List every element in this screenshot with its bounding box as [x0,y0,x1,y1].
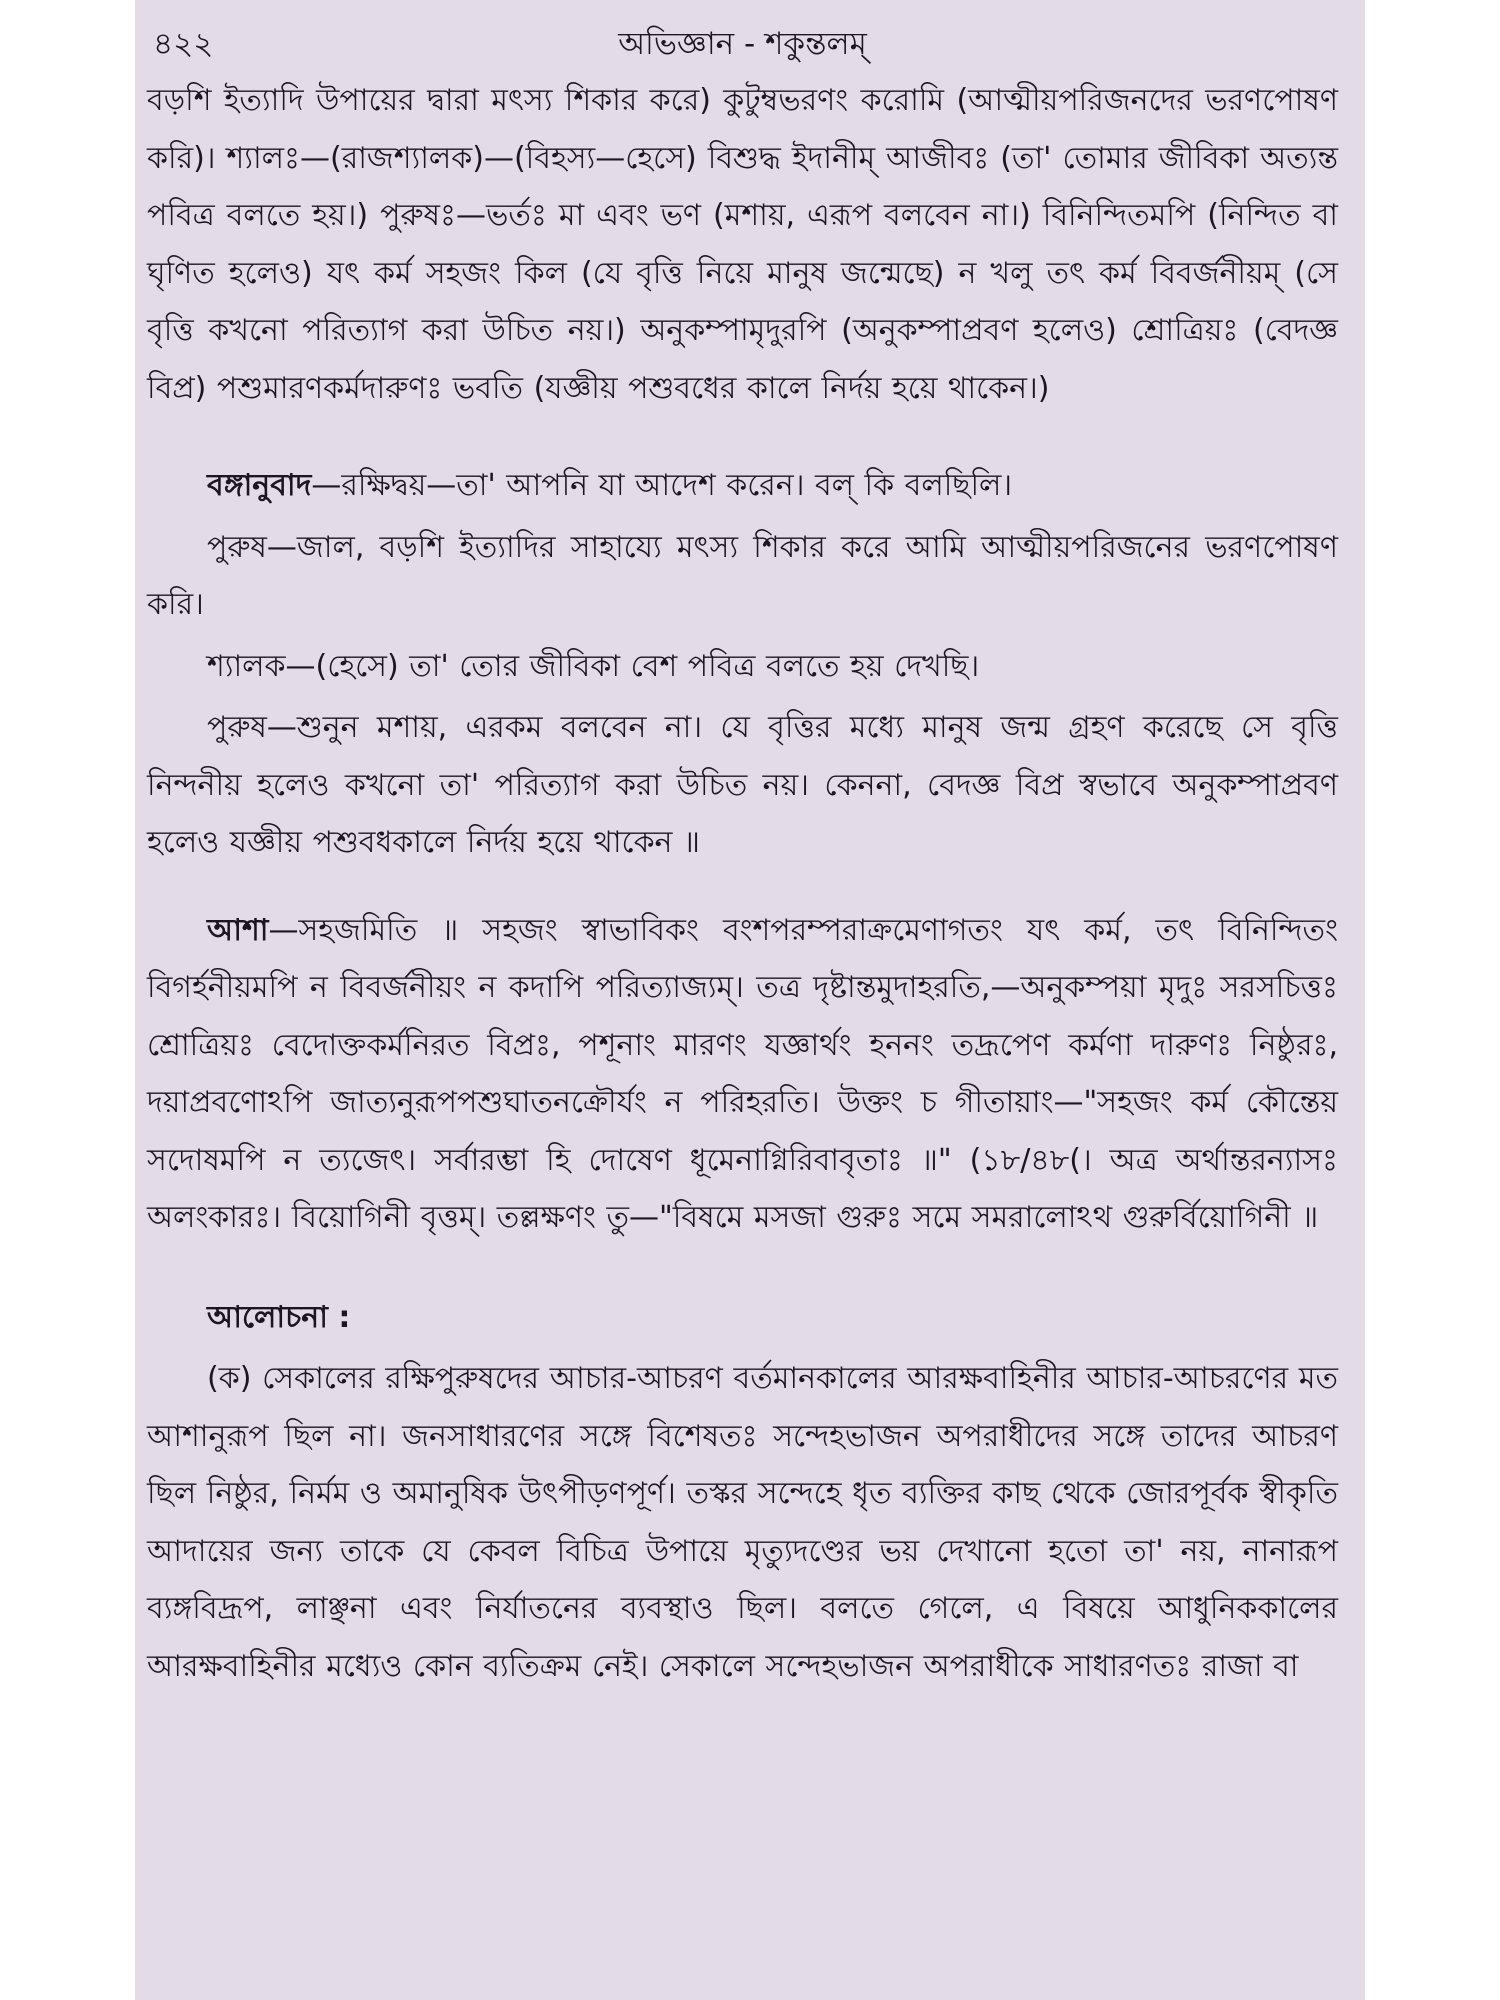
page-number: ৪২২ [153,26,214,62]
dialogue-shyalak: শ্যালক—(হেসে) তা' তোর জীবিকা বেশ পবিত্র বলতে হয় দেখছি। [207,648,980,684]
translation-label: বঙ্গানুবাদ [207,468,312,503]
book-title: অভিজ্ঞান - শকুন্তলম্ [618,26,867,62]
asha-commentary [147,902,1338,1247]
dialogue-purush-1: পুরুষ—জাল, বড়শি ইত্যাদির সাহায্যে মৎস্য শিকার করে আমি আত্মীয়পরিজনের ভরণপোষণ করি। [147,529,1338,622]
dialogue-purush-2: পুরুষ—শুনুন মশায়, এরকম বলবেন না। যে বৃত্তির মধ্যে মানুষ জন্ম গ্রহণ করেছে সে বৃত্তি নিন্দনীয় হলেও কখনো তা' পরিত্যাগ করা উচিত নয়। কেননা, বেদজ্ঞ বিপ্র স্বভাবে অনুকম্পাপ্রবণ হলেও যজ্ঞীয় পশুবধকালে নির্দয় হয়ে থাকেন ॥ [147,710,1338,860]
intro-paragraph: বড়শি ইত্যাদি উপায়ের দ্বারা মৎস্য শিকার করে) কুটুম্বভরণং করোমি (আত্মীয়পরিজনদের ভরণপোষণ করি)। শ্যালঃ—(রাজশ্যালক)—(বিহস্য—হেসে) বিশুদ্ধ ইদানীম্ আজীবঃ (তা' তোমার জীবিকা অত্যন্ত পবিত্র বলতে হয়।) পুরুষঃ—ভর্তঃ মা এবং ভণ (মশায়, এরূপ বলবেন না।) বিনিন্দিতমপি (নিন্দিত বা ঘৃণিত হলেও) যৎ কর্ম সহজং কিল (যে বৃত্তি নিয়ে মানুষ জন্মেছে) ন খলু তৎ কর্ম বিবর্জনীয়ম্ (সে বৃত্তি কখনো পরিত্যাগ করা উচিত নয়।) অনুকম্পামৃদুরপি (অনুকম্পাপ্রবণ হলেও) শ্রোত্রিয়ঃ (বেদজ্ঞ বিপ্র) পশুমারণকর্মদারুণঃ ভবতি (যজ্ঞীয় পশুবধের কালে নির্দয় হয়ে থাকেন।) [147,83,1338,406]
asha-label: আশা [207,912,269,948]
discussion-paragraph-k: (ক) সেকালের রক্ষিপুরুষদের আচার-আচরণ বর্তমানকালের আরক্ষবাহিনীর আচার-আচরণের মত আশানুরূপ ছিল না। জনসাধারণের সঙ্গে বিশেষতঃ সন্দেহভাজন অপরাধীদের সঙ্গে তাদের আচরণ ছিল নিষ্ঠুর, নির্মম ও অমানুষিক উৎপীড়ণপূর্ণ। তস্কর সন্দেহে ধৃত ব্যক্তির কাছ থেকে জোরপূর্বক স্বীকৃতি আদায়ের জন্য তাকে যে কেবল বিচিত্র উপায়ে মৃত্যুদণ্ডের ভয় দেখানো হতো তা' নয়, নানারূপ ব্যঙ্গবিদ্রূপ, লাঞ্ছনা এবং নির্যাতনের ব্যবস্থাও ছিল। বলতে গেলে, এ বিষয়ে আধুনিককালের আরক্ষবাহিনীর মধ্যেও কোন ব্যতিক্রম নেই। সেকালে সন্দেহভাজন অপরাধীকে সাধারণতঃ রাজা বা [147,1361,1338,1684]
translation-line [147,457,1338,515]
asha-text: —সহজমিতি ॥ সহজং স্বাভাবিকং বংশপরম্পরাক্রমেণাগতং যৎ কর্ম, তৎ বিনিন্দিতং বিগর্হনীয়মপি ন বিবর্জনীয়ং ন কদাপি পরিত্যাজ্যম্। তত্র দৃষ্টান্তমুদাহরতি,—অনুকম্পয়া মৃদুঃ সরসচিত্তঃ শ্রোত্রিয়ঃ বেদোক্তকর্মনিরত বিপ্রঃ, পশূনাং মারণং যজ্ঞার্থং হননং তদ্রূপেণ কর্মণা দারুণঃ নিষ্ঠুরঃ, দয়াপ্রবণোঽপি জাত্যনুরূপপশুঘাতনক্রৌর্যং ন পরিহরতি। উক্তং চ গীতায়াং—"সহজং কর্ম কৌন্তেয় সদোষমপি ন ত্যজেৎ। সর্বারম্ভা হি দোষেণ ধূমেনাগ্নিরিবাবৃতাঃ ॥" (১৮/৪৮(। অত্র অর্থান্তরন্যাসঃ অলংকারঃ। বিয়োগিনী বৃত্তম্। তল্লক্ষণং তু—"বিষমে মসজা গুরুঃ সমে সমরালোঽথ গুরুর্বিয়োগিনী ॥ [147,912,1339,1235]
translation-line-text: —রক্ষিদ্বয়—তা' আপনি যা আদেশ করেন। বল্ কি বলছিলি। [311,468,1013,503]
discussion-heading: আলোচনা : [207,1299,351,1335]
book-page [135,0,1365,2000]
running-header [147,0,1338,72]
